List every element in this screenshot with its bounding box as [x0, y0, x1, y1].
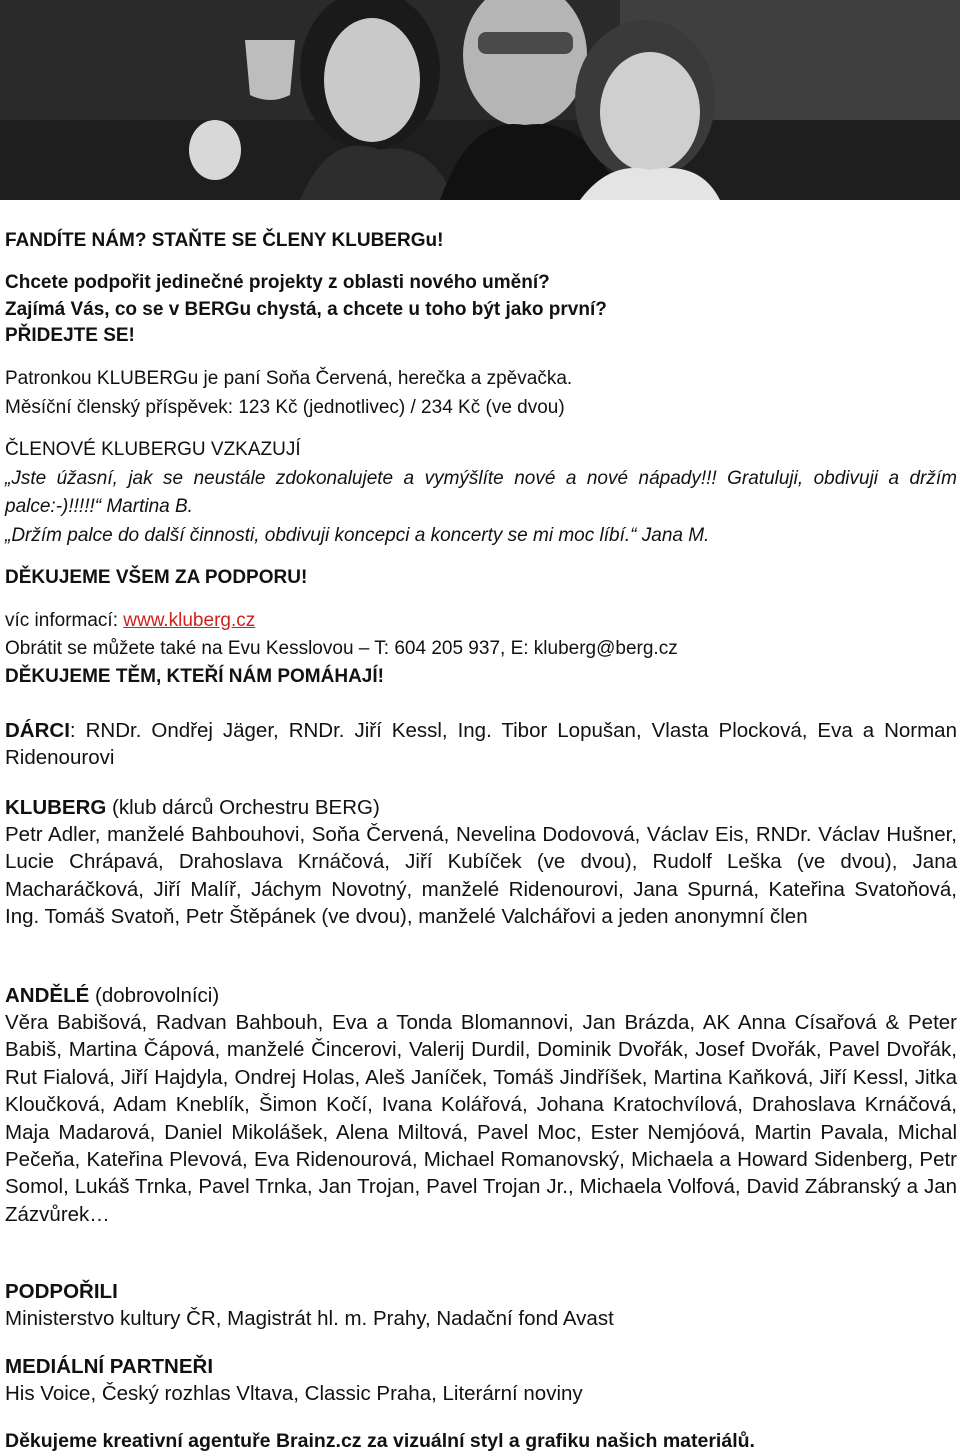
more-info-label: víc informací: [5, 610, 124, 631]
messages-heading: ČLENOVÉ KLUBERGU VZKAZUJÍ [5, 439, 301, 460]
kluberg-subtitle: (klub dárců Orchestru BERG) [106, 796, 380, 819]
kluberg-heading [5, 794, 957, 821]
join-cta: PŘIDEJTE SE! [5, 325, 135, 346]
donors-label: DÁRCI [5, 719, 70, 742]
media-text: His Voice, Český rozhlas Vltava, Classic Praha, Literární noviny [5, 1382, 583, 1405]
member-message-2: „Držím palce do další činnosti, obdivuji koncepci a koncerty se mi moc líbí.“ Jana M. [5, 525, 710, 546]
donors-section [5, 717, 957, 772]
angels-members: Věra Babišová, Radvan Bahbouh, Eva a Tonda Blomannovi, Jan Brázda, AK Anna Císařová & Peter Babiš, Martina Čápová, manželé Čincerovi, Valerij Durdil, Dominik Dvořák, Josef Dvořák, Pavel Dvořák, Rut Fialová, Jiří Hajdyla, Ondrej Holas, Aleš Janíček, Tomáš Jindříšek, Martina Kaňková, Jiří Kessl, Jitka Kloučková, Adam Kneblík, Šimon Kočí, Ivana Kolářová, Johana Kratochvílová, Drahoslava Krnáčová, Maja Madarová, Daniel Mikolášek, Alena Miltová, Pavel Moc, Ester Nemjóová, Martin Pavala, Michal Pečeňa, Kateřina Plevová, Eva Ridenourová, Michael Romanovský, Michaela a Howard Sidenberg, Petr Somol, Lukáš Trnka, Pavel Trnka, Jan Trojan, Pavel Trojan Jr., Michaela Volfová, David Zábranský a Jan Zázvůrek… [5, 1011, 957, 1226]
donors-text: : RNDr. Ondřej Jäger, RNDr. Jiří Kessl, Ing. Tibor Lopušan, Vlasta Plocková, Eva a Norman Ridenourovi [5, 719, 957, 770]
member-message-1: „Jste úžasní, jak se neustále zdokonalujete a vymýšlíte nové a nové nápady!!! Gratuluji, obdivuji a držím palce:-)!!!!!“ Martina B. [5, 468, 957, 517]
patron-line: Patronkou KLUBERGu je paní Soňa Červená, herečka a zpěvačka. [5, 368, 573, 389]
angels-subtitle: (dobrovolníci) [89, 984, 220, 1007]
header-photo [0, 0, 960, 200]
contact-line: Obrátit se můžete také na Evu Kesslovou – T: 604 205 937, E: kluberg@berg.cz [5, 638, 678, 659]
supported-heading: PODPOŘILI [5, 1280, 118, 1303]
kluberg-label: KLUBERG [5, 796, 107, 819]
thanks-support: DĚKUJEME VŠEM ZA PODPORU! [5, 567, 308, 588]
supported-text: Ministerstvo kultury ČR, Magistrát hl. m. Prahy, Nadační fond Avast [5, 1307, 614, 1330]
intro-question-1: Chcete podpořit jedinečné projekty z oblasti nového umění? [5, 272, 550, 293]
website-link[interactable]: www.kluberg.cz [123, 610, 256, 631]
angels-label: ANDĚLÉ [5, 984, 90, 1007]
angels-heading [5, 982, 957, 1009]
intro-question-2: Zajímá Vás, co se v BERGu chystá, a chcete u toho být jako první? [5, 299, 607, 320]
media-heading: MEDIÁLNÍ PARTNEŘI [5, 1355, 214, 1378]
footer-thanks: Děkujeme kreativní agentuře Brainz.cz za vizuální styl a grafiku našich materiálů. [5, 1430, 755, 1452]
header-photo-drawing [0, 0, 960, 200]
kluberg-members: Petr Adler, manželé Bahbouhovi, Soňa Červená, Nevelina Dodovová, Václav Eis, RNDr. Václav Hušner, Lucie Chrápavá, Drahoslava Krnáčová, Jiří Kubíček (ve dvou), Rudolf Leška (ve dvou), Jana Macharáčková, Jiří Malíř, Jáchym Novotný, manželé Ridenourovi, Jana Spurná, Kateřina Svatoňová, Ing. Tomáš Svatoň, Petr Štěpánek (ve dvou), manželé Valchářovi a jeden anonymní člen [5, 823, 957, 929]
thanks-helpers: DĚKUJEME TĚM, KTEŘÍ NÁM POMÁHAJÍ! [5, 666, 384, 687]
more-info [5, 608, 957, 634]
intro-heading: FANDÍTE NÁM? STAŇTE SE ČLENY KLUBERGu! [5, 230, 444, 251]
fee-line: Měsíční členský příspěvek: 123 Kč (jednotlivec) / 234 Kč (ve dvou) [5, 397, 565, 418]
